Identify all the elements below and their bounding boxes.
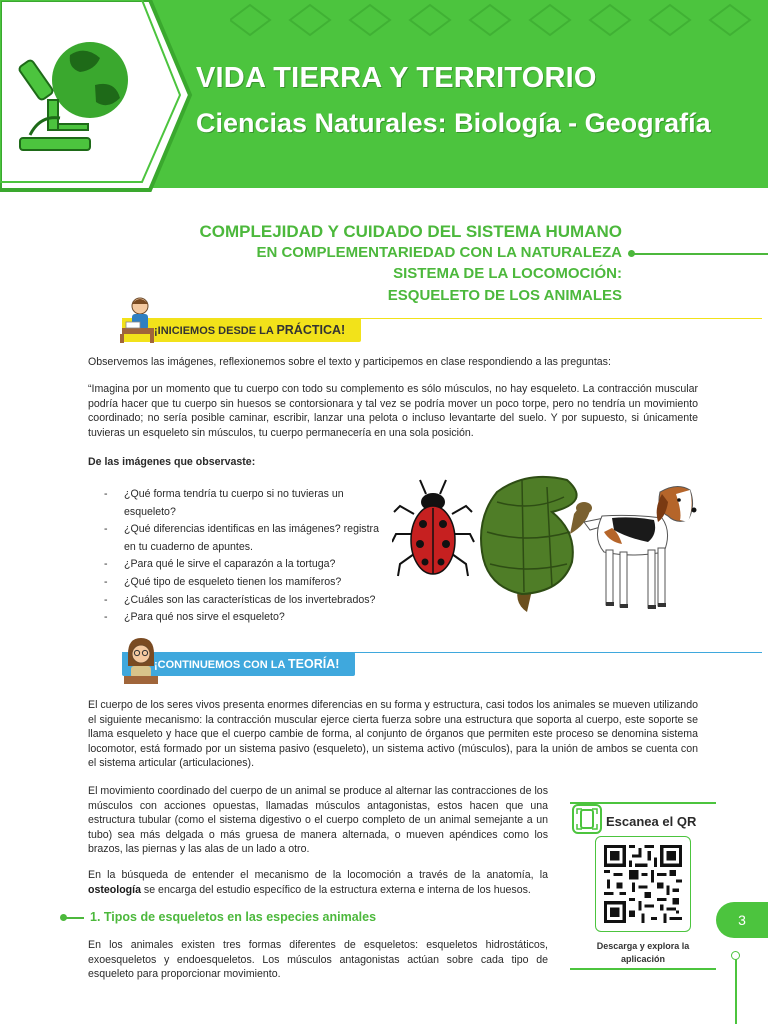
page-number-dot [731, 951, 740, 960]
questions-heading: De las imágenes que observaste: [88, 456, 256, 468]
question-text: ¿Cuáles son las características de los invertebrados? [124, 593, 376, 606]
theory-paragraph-1: El cuerpo de los seres vivos presenta enormes diferencias en su forma y estructura, casi todos los animales se mueven utilizando el siguiente mecanismo: la contracción muscular ejerce cierta fuerza sobre una estructura que soporta al cuerpo, este soporte se llama esqueleto y hace que el cuerpo cambie de forma, al conjunto de órganos que permiten este proceso se denomina sistema locomotor, está formado por un sistema pasivo (esqueleto), un sistema activo (músculos), para la unión de ambos se cuenta con el sistema articular (articulaciones). [88, 699, 698, 769]
qr-caption-line-1: Descarga y explora la [596, 941, 690, 951]
scan-phone-icon [572, 804, 602, 834]
topic-divider-dot [628, 250, 635, 257]
turtle-icon [481, 477, 592, 612]
page-title: VIDA TIERRA Y TERRITORIO [196, 62, 597, 94]
animals-illustration [392, 472, 702, 622]
page-header [0, 0, 768, 208]
microscope-globe-logo-icon [0, 0, 200, 200]
student-reading-icon [116, 294, 158, 344]
page-subtitle: Ciencias Naturales: Biología - Geografía [196, 108, 711, 138]
questions-list [104, 486, 386, 627]
question-text: ¿Para qué le sirve el caparazón a la tortuga? [124, 558, 336, 571]
list-item [104, 609, 386, 627]
subheading-dot [60, 914, 67, 921]
theory-p3-post: se encarga del estudio específico de la estructura externa e interna de los huesos. [140, 883, 531, 896]
list-item [104, 574, 386, 592]
question-text: ¿Qué diferencias identificas en las imágenes? registra en tu cuaderno de apuntes. [124, 523, 379, 553]
bullet-dash: - [104, 558, 108, 571]
list-item [104, 521, 386, 556]
dog-icon [584, 486, 697, 609]
list-item [104, 592, 386, 610]
question-text: ¿Qué tipo de esqueleto tienen los mamíferos? [124, 575, 342, 588]
theory-p3-bold: osteología [88, 883, 141, 896]
bullet-dash: - [104, 593, 108, 606]
page-number: 3 [716, 902, 768, 938]
list-item [104, 486, 386, 521]
topic-divider [630, 253, 768, 255]
header-pattern [230, 0, 768, 40]
practice-banner-prefix: ¡INICIEMOS DESDE LA [154, 325, 277, 337]
section-subheading: 1. Tipos de esqueletos en las especies animales [90, 910, 377, 924]
theory-banner [92, 632, 762, 692]
list-item [104, 556, 386, 574]
topic-heading-4: ESQUELETO DE LOS ANIMALES [387, 287, 622, 304]
intro-paragraph: Observemos las imágenes, reflexionemos sobre el texto y participemos en clase respondiendo a las preguntas: [88, 356, 611, 368]
ladybug-icon [392, 480, 474, 576]
qr-title: Escanea el QR [606, 814, 697, 829]
qr-code-icon [604, 845, 682, 923]
topic-heading-1: COMPLEJIDAD Y CUIDADO DEL SISTEMA HUMANO [199, 222, 622, 241]
qr-caption [570, 940, 716, 966]
practice-banner [92, 298, 762, 358]
qr-panel [570, 802, 716, 972]
bullet-dash: - [104, 611, 108, 624]
question-text: ¿Qué forma tendría tu cuerpo si no tuvieras un esqueleto? [124, 488, 344, 518]
student-girl-icon [120, 636, 162, 688]
qr-bottom-line [570, 968, 716, 970]
theory-banner-prefix: ¡CONTINUEMOS CON LA [154, 659, 289, 671]
theory-paragraph-2-body: El movimiento coordinado del cuerpo de un animal se produce al alternar las contracciones de los músculos con acciones opuestas, llamadas músculos antagonistas, estos hacen que una estructura tubular (como el sistema digestivo o el cuerpo completo de un animal semejante a un tubo) sea más delgada o más gruesa de manera alternada, o mueven apéndices como los brazos, las piernas y las alas de un lado a otro. [88, 785, 548, 855]
bullet-dash: - [104, 488, 108, 500]
topic-heading-2: EN COMPLEMENTARIEDAD CON LA NATURALEZA [256, 244, 622, 261]
bullet-dash: - [104, 523, 108, 536]
theory-p3-pre: En la búsqueda de entender el mecanismo de la locomoción a través de la anatomía, la [88, 869, 548, 881]
qr-caption-line-2: aplicación [620, 954, 665, 964]
practice-banner-emphasis: PRÁCTICA! [276, 323, 346, 337]
quote-paragraph: “Imagina por un momento que tu cuerpo con todo su complemento es sólo músculos, no hay esqueleto. La contracción muscular podría hacer que tu cuerpo sin huesos se contorsionara y tal vez se podría mover un poco torpe, pero no tendría un movimiento coordinado; no sería posible caminar, escribir, lanzar una pelota o incluso levantarte del suelo. Y por supuesto, si únicamente tuvieras un esqueleto sin músculos, tu cuerpo permanecería en una sola posición. [88, 383, 698, 439]
theory-paragraph-4: En los animales existen tres formas diferentes de esqueletos: esqueletos hidrostáticos, exoesqueletos y endoesqueletos. Los músculos antagonistas actúan sobre cada tipo de esqueleto para proporcionar movimiento. [88, 939, 548, 980]
topic-heading-3: SISTEMA DE LA LOCOMOCIÓN: [393, 265, 622, 282]
question-text: ¿Para qué nos sirve el esqueleto? [124, 611, 285, 624]
page-number-line [735, 955, 737, 1024]
qr-code-frame[interactable] [595, 836, 691, 932]
theory-paragraph-3 [88, 868, 548, 897]
theory-banner-emphasis: TEORÍA! [288, 657, 340, 671]
bullet-dash: - [104, 575, 108, 588]
